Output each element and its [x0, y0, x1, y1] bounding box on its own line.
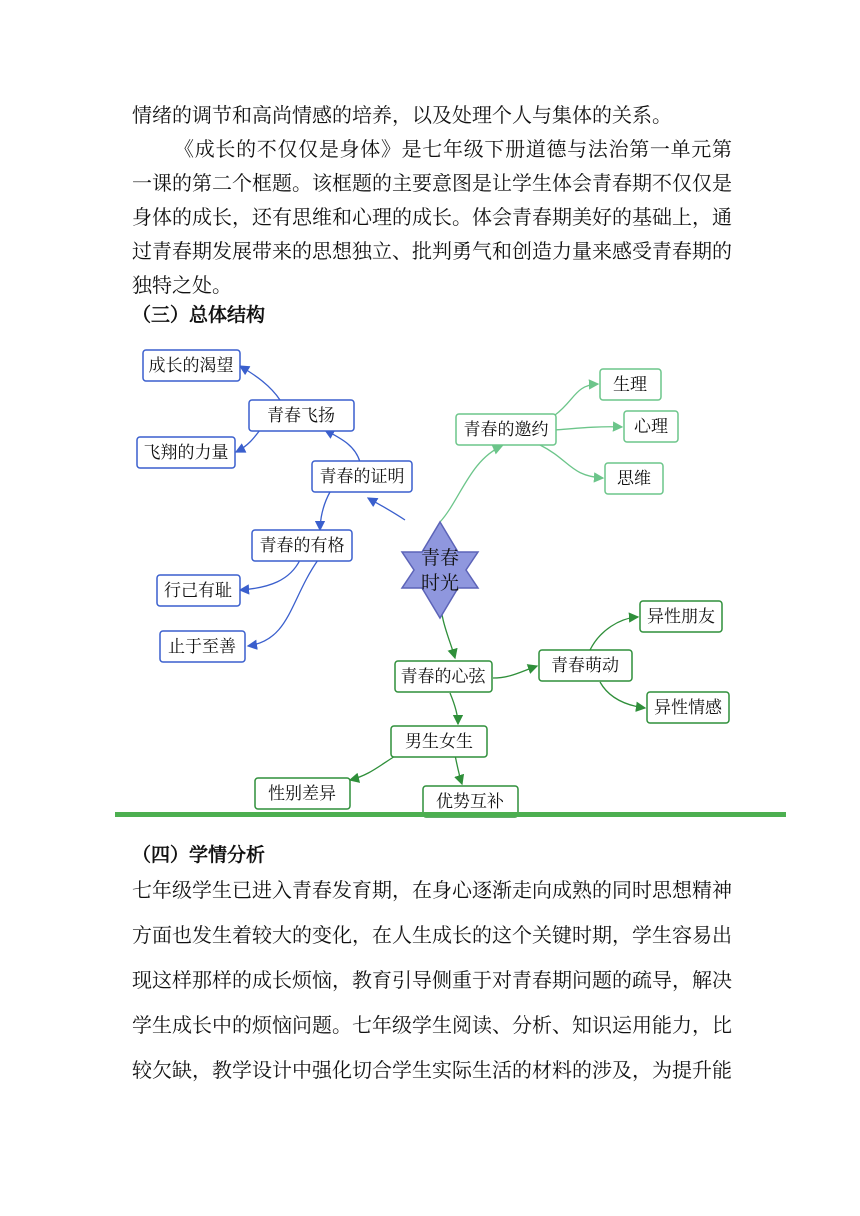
- node-xingbie-chayi: [255, 778, 350, 809]
- node-qingchun-xinxian: [395, 661, 492, 692]
- svg-text:青春的证明: 青春的证明: [319, 467, 405, 487]
- svg-text:青春的邀约: 青春的邀约: [463, 420, 549, 440]
- heading-analysis: （四）学情分析: [132, 844, 266, 866]
- node-qingchun-youge: [252, 530, 352, 561]
- svg-text:青春的心弦: 青春的心弦: [400, 667, 486, 687]
- svg-text:青春飞扬: 青春飞扬: [267, 406, 335, 426]
- svg-text:思维: 思维: [617, 469, 651, 489]
- node-xinli: [624, 411, 678, 442]
- svg-text:异性朋友: 异性朋友: [647, 607, 715, 627]
- node-qingchun-zhengming: [312, 461, 412, 492]
- node-nansheng-nvsheng: [391, 726, 487, 757]
- node-qingchun-mengdong: [539, 650, 632, 681]
- center-node: [402, 522, 478, 618]
- svg-text:生理: 生理: [613, 375, 647, 395]
- paragraph-top-line: 情绪的调节和高尚情感的培养，以及处理个人与集体的关系。: [132, 103, 672, 127]
- node-xingji-youchi: [157, 575, 240, 606]
- svg-text:异性情感: 异性情感: [654, 698, 722, 718]
- connectors-green-light: [440, 384, 622, 522]
- node-chengzhang-kewang: [143, 350, 240, 381]
- center-label-line1: 青春: [420, 547, 460, 569]
- node-yixing-qinggan: [647, 692, 729, 723]
- node-qingchun-feiyang: [249, 400, 354, 431]
- section-divider: [115, 812, 786, 817]
- svg-text:青春萌动: 青春萌动: [551, 656, 619, 676]
- paragraph-intro: 《成长的不仅仅是身体》是七年级下册道德与法治第一单元第一课的第二个框题。该框题的主要意图是让学生体会青春期不仅仅是身体的成长，还有思维和心理的成长。体会青春期美好的基础上，通过青春期发展带来的思想独立、批判勇气和创造力量来感受青春期的独特之处。: [132, 137, 732, 297]
- node-qingchun-yaoyue: [456, 414, 556, 445]
- svg-text:男生女生: 男生女生: [405, 732, 473, 752]
- heading-structure: （三）总体结构: [132, 304, 266, 326]
- node-feixiang-liliang: [137, 437, 235, 468]
- svg-text:止于至善: 止于至善: [168, 637, 236, 657]
- svg-text:性别差异: 性别差异: [268, 784, 336, 804]
- mindmap-diagram: [0, 330, 860, 820]
- svg-text:行己有耻: 行己有耻: [164, 581, 232, 601]
- svg-text:优势互补: 优势互补: [436, 792, 504, 812]
- svg-text:成长的渴望: 成长的渴望: [148, 356, 234, 376]
- node-siwei: [605, 463, 663, 494]
- node-zhiyu-zhishan: [160, 631, 245, 662]
- node-shengli: [600, 369, 661, 400]
- svg-text:心理: 心理: [634, 417, 668, 437]
- paragraph-analysis: 七年级学生已进入青春发育期，在身心逐渐走向成熟的同时思想精神方面也发生着较大的变化，在人生成长的这个关键时期，学生容易出现这样那样的成长烦恼，教育引导侧重于对青春期问题的疏导，解决学生成长中的烦恼问题。七年级学生阅读、分析、知识运用能力，比较欠缺，教学设计中强化切合学生实际生活的材料的涉及，为提升能: [132, 878, 732, 1082]
- node-yixing-pengyou: [640, 601, 722, 632]
- star-shape: [402, 522, 478, 618]
- svg-text:飞翔的力量: 飞翔的力量: [143, 443, 229, 463]
- svg-text:青春的有格: 青春的有格: [259, 536, 345, 556]
- center-label-line2: 时光: [420, 572, 460, 594]
